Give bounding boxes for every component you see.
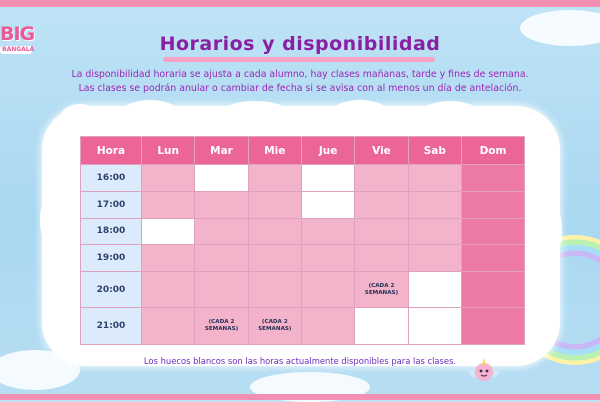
schedule-table (80, 136, 525, 345)
hour-cell: 16:00 (81, 165, 142, 192)
page-title: Horarios y disponibilidad (159, 33, 441, 55)
intro-text (20, 68, 580, 96)
slot-free (142, 218, 195, 245)
cloud-puff (220, 101, 290, 127)
cloud-puff (536, 200, 562, 260)
hour-cell: 20:00 (81, 272, 142, 308)
slot-free (408, 308, 461, 345)
legend-note: Los huecos blancos son las horas actualmente disponibles para las clases. (143, 356, 457, 366)
slot-busy (355, 165, 408, 192)
top-border (0, 0, 600, 7)
slot-busy (248, 245, 301, 272)
unicorn-icon (468, 357, 500, 385)
cloud-puff (330, 100, 390, 128)
schedule-header-row (81, 137, 525, 165)
slot-busy (462, 308, 525, 345)
slot-busy (462, 272, 525, 308)
cloud-puff (420, 101, 480, 127)
slot-busy (248, 308, 301, 345)
table-row (81, 308, 525, 345)
slot-busy (142, 191, 195, 218)
slot-busy (355, 218, 408, 245)
biweekly-note: (CADA 2 SEMANAS) (258, 319, 292, 333)
slot-free (355, 308, 408, 345)
slot-busy (195, 272, 248, 308)
slot-busy (301, 272, 354, 308)
slot-busy (462, 191, 525, 218)
hour-cell: 18:00 (81, 218, 142, 245)
slot-busy (301, 308, 354, 345)
hour-cell: 17:00 (81, 191, 142, 218)
hour-cell: 21:00 (81, 308, 142, 345)
slot-busy (142, 308, 195, 345)
title-underline (163, 57, 435, 62)
cloud-puff (40, 190, 68, 250)
header-sab: Sab (408, 137, 461, 165)
header-vie: Vie (355, 137, 408, 165)
brand-logo: BIG BANGALÁ (0, 23, 35, 53)
slot-busy (248, 191, 301, 218)
header-mar: Mar (195, 137, 248, 165)
slot-busy (248, 272, 301, 308)
header-dom: Dom (462, 137, 525, 165)
intro-line-1: La disponibilidad horaria se ajusta a cada alumno, hay clases mañanas, tarde y fines de semana. (71, 69, 529, 80)
table-row (81, 218, 525, 245)
table-row (81, 165, 525, 192)
slot-busy (408, 218, 461, 245)
slot-busy (301, 218, 354, 245)
slot-busy (142, 245, 195, 272)
slot-busy (462, 165, 525, 192)
slot-busy (195, 245, 248, 272)
header-jue: Jue (301, 137, 354, 165)
slot-busy (195, 191, 248, 218)
slot-busy (142, 165, 195, 192)
slot-busy (408, 245, 461, 272)
biweekly-note: (CADA 2 SEMANAS) (204, 319, 239, 333)
slot-busy (355, 191, 408, 218)
biweekly-note: (CADA 2 SEMANAS) (364, 282, 399, 296)
slot-busy (142, 272, 195, 308)
slot-busy (462, 218, 525, 245)
slot-busy (248, 218, 301, 245)
header-mie: Mie (248, 137, 301, 165)
slot-free (301, 191, 354, 218)
hour-cell: 19:00 (81, 245, 142, 272)
slot-busy (195, 218, 248, 245)
slot-busy (462, 245, 525, 272)
table-row (81, 272, 525, 308)
cloud-puff (60, 104, 100, 132)
cloud-puff (500, 108, 545, 138)
slot-busy (301, 245, 354, 272)
slot-busy (195, 308, 248, 345)
slot-free (408, 272, 461, 308)
cloud-puff (120, 100, 180, 128)
header-lun: Lun (142, 137, 195, 165)
header-hora: Hora (81, 137, 142, 165)
intro-line-2: Las clases se podrán anular o cambiar de fecha si se avisa con al menos un día de antelación. (78, 83, 522, 94)
slot-busy (355, 272, 408, 308)
table-row (81, 245, 525, 272)
slot-busy (408, 191, 461, 218)
table-row (81, 191, 525, 218)
bottom-border (0, 394, 600, 400)
slot-busy (248, 165, 301, 192)
slot-free (195, 165, 248, 192)
slot-free (301, 165, 354, 192)
slot-busy (408, 165, 461, 192)
slot-busy (355, 245, 408, 272)
